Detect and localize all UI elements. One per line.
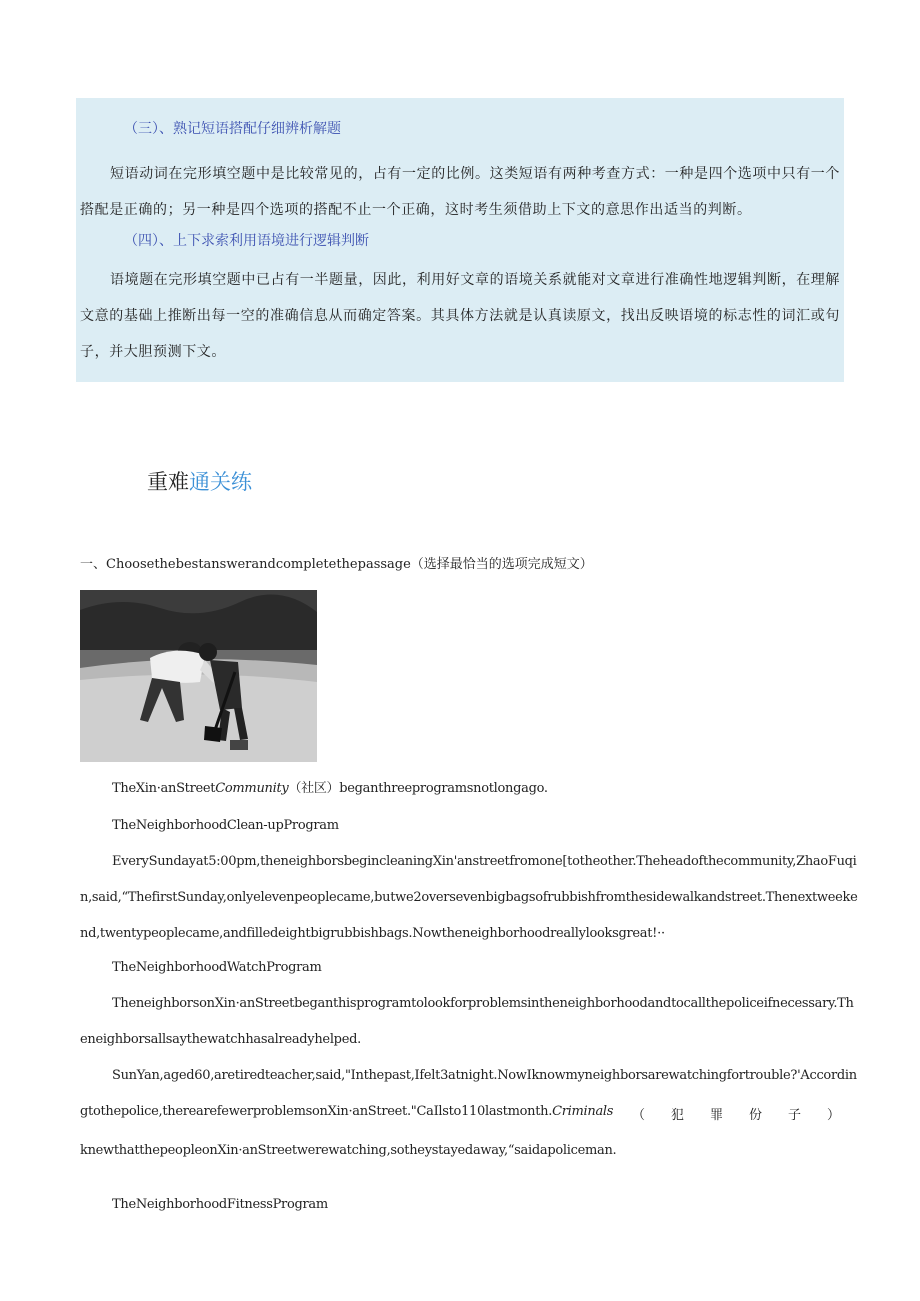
passage-line: nd,twentypeoplecame,andfilledeightbigrubbishbags.Nowtheneighborhoodreallylooksgreat!··: [80, 926, 665, 941]
passage-gloss: （ 犯 罪 份 子 ）: [631, 1108, 840, 1123]
program-title: TheNeighborhoodWatchProgram: [112, 960, 322, 975]
passage-line: knewthatthepeopleonXin·anStreetwerewatching,sotheystayedaway,“saidapoliceman.: [80, 1143, 617, 1158]
tip-paragraph-4: 语境题在完形填空题中已占有一半题量，因此，利用好文章的语境关系就能对文章进行准确性地逻辑判断，在理解文意的基础上推断出每一空的准确信息从而确定答案。其具体方法就是认真读原文，找出反映语境的标志性的词汇或句子，并大胆预测下文。: [80, 272, 840, 360]
program-title: TheNeighborhoodFitnessProgram: [112, 1197, 328, 1212]
tip-paragraph-3: 短语动词在完形填空题中是比较常见的，占有一定的比例。这类短语有两种考查方式：一种是四个选项中只有一个搭配是正确的；另一种是四个选项的搭配不止一个正确，这时考生须借助上下文的意思作出适当的判断。: [80, 166, 840, 218]
passage-line: n,said,“ThefirstSunday,onlyelevenpeoplecame,butwe2oversevenbigbagsofrubbishfromthesidewalkandstreet.Thenextweeke: [80, 890, 858, 905]
passage-line: eneighborsallsaythewatchhasalreadyhelped.: [80, 1032, 361, 1047]
passage-keyword: Criminals: [552, 1104, 614, 1119]
passage-line: TheneighborsonXin·anStreetbeganthisprogramtolookforproblemsintheneighborhoodandtocallthepoliceifnecessary.Th: [112, 996, 854, 1011]
community-cleanup-photo: [80, 590, 317, 762]
tips-box: [76, 98, 844, 382]
intro-text-start: TheXin·anStreet: [112, 781, 216, 796]
passage-text: gtothepolice,therearefewerproblemsonXin·anStreet."CaIlsto110lastmonth.: [80, 1104, 553, 1119]
section-title-accent: 通关练: [189, 470, 252, 494]
intro-text-end: （社区）beganthreeprogramsnotlongago.: [288, 781, 548, 796]
section-title-main: 重难: [147, 470, 189, 494]
intro-keyword: Community: [215, 781, 289, 796]
section-title: [147, 466, 252, 496]
tip-heading-3: （三）、熟记短语搭配仔细辨析解题: [124, 121, 341, 137]
passage-line: [80, 1104, 840, 1123]
program-title: TheNeighborhoodClean-upProgram: [112, 818, 339, 833]
passage-line: EverySundayat5:00pm,theneighborsbegincleaningXin'anstreetfromone[totheother.Theheadofthecommunity,ZhaoFuqi: [112, 854, 857, 869]
tip-heading-4: （四）、上下求索利用语境进行逻辑判断: [124, 233, 369, 249]
passage-line: SunYan,aged60,aretiredteacher,said,"Inthepast,Ifelt3atnight.NowIknowmyneighborsarewatchingfortrouble?'Accordin: [112, 1068, 857, 1083]
exercise-instruction: 一、Choosethebestanswerandcompletethepassage（选择最恰当的选项完成短文）: [80, 557, 593, 572]
